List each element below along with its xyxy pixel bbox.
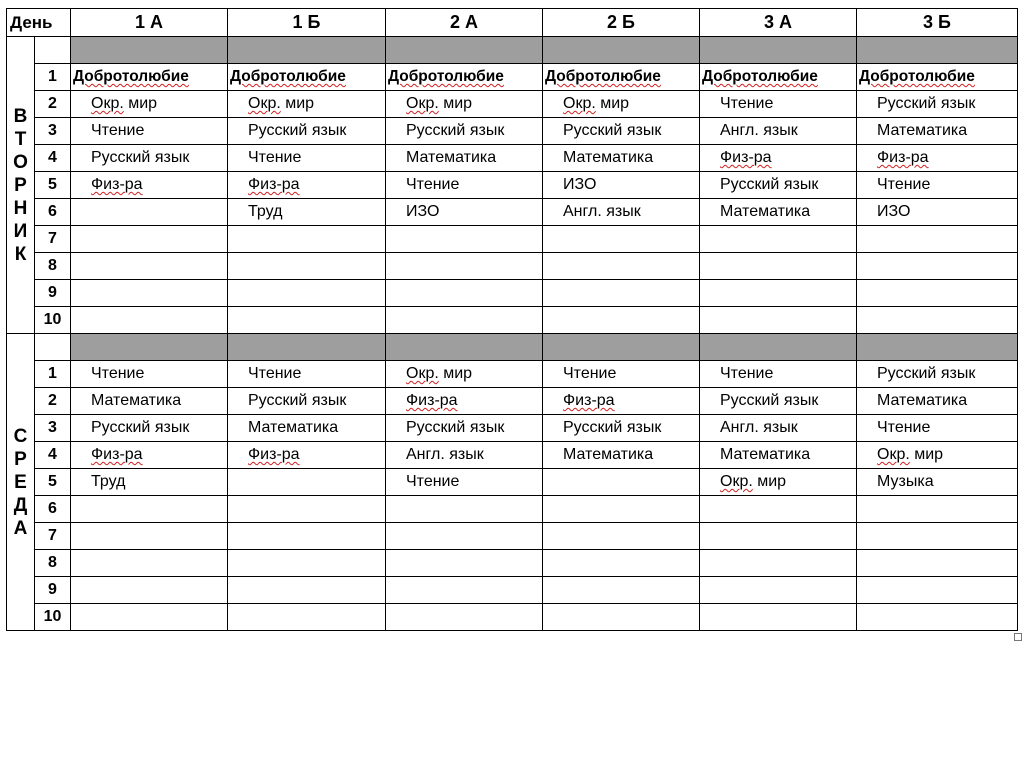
lesson-row <box>7 604 1018 631</box>
spellcheck-marked-word: Окр. <box>91 95 124 112</box>
subject-cell: ИЗО <box>857 199 1018 226</box>
subject-cell <box>857 577 1018 604</box>
subject-cell: Чтение <box>228 361 386 388</box>
subject-cell: Труд <box>228 199 386 226</box>
subject-cell: Окр. мир <box>228 91 386 118</box>
spellcheck-marked-word: Окр. <box>877 446 910 463</box>
subject-cell <box>71 442 228 469</box>
subject-cell: Чтение <box>71 118 228 145</box>
class-header: 1 Б <box>228 9 386 37</box>
schedule-body <box>7 37 1018 631</box>
spellcheck-marked-word: Физ-ра <box>91 176 143 193</box>
subject-cell <box>700 64 857 91</box>
subject-cell <box>543 496 700 523</box>
lesson-number: 1 <box>35 64 71 91</box>
subject-cell <box>543 280 700 307</box>
subject-cell: Математика <box>857 118 1018 145</box>
subject-cell <box>700 226 857 253</box>
lesson-row <box>7 415 1018 442</box>
subject-cell: Окр. мир <box>386 91 543 118</box>
subject-cell: Математика <box>700 199 857 226</box>
subject-cell <box>543 550 700 577</box>
subject-cell: Окр. мир <box>543 91 700 118</box>
subject-cell <box>386 577 543 604</box>
grey-spacer-cell <box>228 334 386 361</box>
lesson-number: 8 <box>35 253 71 280</box>
lesson-row <box>7 496 1018 523</box>
subject-cell <box>857 496 1018 523</box>
subject-cell <box>386 307 543 334</box>
day-separator-row <box>7 334 1018 361</box>
lesson-row <box>7 64 1018 91</box>
subject-cell: Русский язык <box>71 415 228 442</box>
grey-spacer-cell <box>228 37 386 64</box>
subject-cell: Чтение <box>71 361 228 388</box>
subject-cell <box>71 496 228 523</box>
lesson-row <box>7 91 1018 118</box>
subject-cell <box>71 253 228 280</box>
lesson-number: 9 <box>35 577 71 604</box>
subject-cell: Чтение <box>386 469 543 496</box>
spellcheck-marked-word: Физ-ра <box>248 176 300 193</box>
subject-cell: Англ. язык <box>700 415 857 442</box>
day-header: День <box>7 9 71 37</box>
subject-cell <box>386 226 543 253</box>
lesson-number: 1 <box>35 361 71 388</box>
lesson-row <box>7 145 1018 172</box>
subject-cell: Чтение <box>857 415 1018 442</box>
subject-cell <box>857 307 1018 334</box>
subject-cell: Русский язык <box>228 118 386 145</box>
subject-cell <box>386 550 543 577</box>
subject-cell: Математика <box>700 442 857 469</box>
spellcheck-marked-word: Окр. <box>720 473 753 490</box>
grey-spacer-cell <box>386 37 543 64</box>
subject-cell <box>228 523 386 550</box>
day-name-2 <box>7 334 35 631</box>
subject-cell: Чтение <box>700 91 857 118</box>
subject-cell <box>228 226 386 253</box>
subject-cell: Чтение <box>857 172 1018 199</box>
lesson-number: 2 <box>35 91 71 118</box>
grey-spacer-cell <box>71 37 228 64</box>
subject-cell <box>71 226 228 253</box>
spellcheck-marked-word: Физ-ра <box>563 392 615 409</box>
subject-cell <box>71 64 228 91</box>
lesson-row <box>7 199 1018 226</box>
subject-cell: Чтение <box>386 172 543 199</box>
grey-spacer-cell <box>71 334 228 361</box>
grey-spacer-cell <box>700 37 857 64</box>
subject-cell <box>386 280 543 307</box>
spellcheck-marked-word: Физ-ра <box>877 149 929 166</box>
subject-cell <box>700 523 857 550</box>
subject-cell <box>700 145 857 172</box>
lesson-number: 7 <box>35 226 71 253</box>
subject-cell <box>71 172 228 199</box>
subject-cell <box>857 280 1018 307</box>
class-header: 3 А <box>700 9 857 37</box>
subject-cell <box>71 199 228 226</box>
subject-cell <box>543 307 700 334</box>
subject-cell <box>71 280 228 307</box>
subject-cell <box>386 523 543 550</box>
subject-cell: Русский язык <box>857 91 1018 118</box>
day-letter: Е <box>14 471 27 493</box>
spellcheck-marked-word: Физ-ра <box>248 446 300 463</box>
subject-cell <box>71 604 228 631</box>
spellcheck-marked-word: Добротолюбие <box>859 68 975 85</box>
subject-cell: ИЗО <box>543 172 700 199</box>
subject-cell <box>386 388 543 415</box>
subject-cell <box>857 145 1018 172</box>
subject-cell: Русский язык <box>857 361 1018 388</box>
lesson-row <box>7 226 1018 253</box>
subject-cell <box>543 523 700 550</box>
day-letter: К <box>14 243 27 265</box>
subject-cell: Математика <box>543 145 700 172</box>
grey-spacer-cell <box>543 37 700 64</box>
subject-cell: Математика <box>228 415 386 442</box>
lesson-row <box>7 361 1018 388</box>
subject-cell: Русский язык <box>543 415 700 442</box>
lesson-number: 9 <box>35 280 71 307</box>
day-letter: Т <box>14 128 27 150</box>
day-letter: А <box>13 517 28 539</box>
subject-cell <box>386 604 543 631</box>
subject-cell <box>71 307 228 334</box>
lesson-row <box>7 442 1018 469</box>
lesson-row <box>7 577 1018 604</box>
lesson-number-spacer <box>35 334 71 361</box>
spellcheck-marked-word: Окр. <box>248 95 281 112</box>
spellcheck-marked-word: Окр. <box>563 95 596 112</box>
lesson-row <box>7 388 1018 415</box>
day-letter: С <box>13 425 28 447</box>
subject-cell: Русский язык <box>228 388 386 415</box>
subject-cell: Чтение <box>228 145 386 172</box>
subject-cell: Англ. язык <box>386 442 543 469</box>
day-letter: Р <box>14 174 27 196</box>
day-letter: В <box>13 105 28 127</box>
lesson-number: 4 <box>35 442 71 469</box>
class-header: 2 Б <box>543 9 700 37</box>
subject-cell <box>543 604 700 631</box>
grey-spacer-cell <box>386 334 543 361</box>
subject-cell: Математика <box>543 442 700 469</box>
subject-cell <box>228 253 386 280</box>
day-separator-row <box>7 37 1018 64</box>
subject-cell: Математика <box>857 388 1018 415</box>
lesson-row <box>7 172 1018 199</box>
subject-cell <box>857 226 1018 253</box>
subject-cell <box>857 523 1018 550</box>
subject-cell <box>543 253 700 280</box>
day-letter: О <box>13 151 28 173</box>
grey-spacer-cell <box>857 37 1018 64</box>
subject-cell: Англ. язык <box>700 118 857 145</box>
header-row <box>7 9 1018 37</box>
subject-cell <box>228 577 386 604</box>
lesson-number: 5 <box>35 172 71 199</box>
spellcheck-marked-word: Добротолюбие <box>702 68 818 85</box>
schedule-table <box>6 8 1018 631</box>
subject-cell <box>700 550 857 577</box>
lesson-number: 4 <box>35 145 71 172</box>
subject-cell: Русский язык <box>543 118 700 145</box>
subject-cell: Окр. мир <box>700 469 857 496</box>
lesson-number: 8 <box>35 550 71 577</box>
subject-cell <box>700 496 857 523</box>
subject-cell <box>857 64 1018 91</box>
spellcheck-marked-word: Окр. <box>406 365 439 382</box>
subject-cell: Математика <box>386 145 543 172</box>
lesson-row <box>7 307 1018 334</box>
subject-cell <box>543 388 700 415</box>
lesson-number: 2 <box>35 388 71 415</box>
lesson-number: 3 <box>35 118 71 145</box>
subject-cell: Чтение <box>543 361 700 388</box>
lesson-row <box>7 280 1018 307</box>
subject-cell: Окр. мир <box>386 361 543 388</box>
subject-cell <box>228 172 386 199</box>
subject-cell <box>857 550 1018 577</box>
lesson-number: 10 <box>35 604 71 631</box>
day-letter: Н <box>13 197 28 219</box>
day-letter: И <box>13 220 28 242</box>
subject-cell: Русский язык <box>386 118 543 145</box>
subject-cell <box>228 496 386 523</box>
subject-cell <box>228 550 386 577</box>
subject-cell: ИЗО <box>386 199 543 226</box>
day-letter: Д <box>13 494 28 516</box>
spellcheck-marked-word: Добротолюбие <box>230 68 346 85</box>
subject-cell: Музыка <box>857 469 1018 496</box>
subject-cell <box>700 253 857 280</box>
grey-spacer-cell <box>857 334 1018 361</box>
lesson-row <box>7 469 1018 496</box>
subject-cell: Русский язык <box>700 388 857 415</box>
subject-cell <box>228 64 386 91</box>
subject-cell: Математика <box>71 388 228 415</box>
spellcheck-marked-word: Добротолюбие <box>73 68 189 85</box>
lesson-number: 7 <box>35 523 71 550</box>
spellcheck-marked-word: Физ-ра <box>91 446 143 463</box>
lesson-number-spacer <box>35 37 71 64</box>
lesson-number: 5 <box>35 469 71 496</box>
subject-cell: Русский язык <box>386 415 543 442</box>
class-header: 3 Б <box>857 9 1018 37</box>
subject-cell <box>700 577 857 604</box>
subject-cell <box>228 442 386 469</box>
spellcheck-marked-word: Добротолюбие <box>545 68 661 85</box>
subject-cell <box>386 496 543 523</box>
subject-cell <box>71 523 228 550</box>
subject-cell: Труд <box>71 469 228 496</box>
subject-cell <box>386 253 543 280</box>
subject-cell: Окр. мир <box>857 442 1018 469</box>
subject-cell <box>228 469 386 496</box>
spellcheck-marked-word: Добротолюбие <box>388 68 504 85</box>
subject-cell <box>228 280 386 307</box>
day-name-1 <box>7 37 35 334</box>
subject-cell <box>71 550 228 577</box>
subject-cell <box>386 64 543 91</box>
subject-cell <box>857 253 1018 280</box>
subject-cell <box>543 64 700 91</box>
subject-cell: Русский язык <box>71 145 228 172</box>
subject-cell <box>700 280 857 307</box>
subject-cell <box>228 307 386 334</box>
subject-cell <box>857 604 1018 631</box>
subject-cell <box>543 469 700 496</box>
subject-cell: Чтение <box>700 361 857 388</box>
lesson-row <box>7 550 1018 577</box>
grey-spacer-cell <box>543 334 700 361</box>
subject-cell: Окр. мир <box>71 91 228 118</box>
day-letter: Р <box>14 448 27 470</box>
subject-cell <box>543 577 700 604</box>
class-header: 1 А <box>71 9 228 37</box>
grey-spacer-cell <box>700 334 857 361</box>
class-header: 2 А <box>386 9 543 37</box>
spellcheck-marked-word: Окр. <box>406 95 439 112</box>
subject-cell <box>700 307 857 334</box>
lesson-row <box>7 118 1018 145</box>
subject-cell <box>228 604 386 631</box>
lesson-number: 10 <box>35 307 71 334</box>
lesson-row <box>7 523 1018 550</box>
table-resize-handle[interactable] <box>1014 633 1022 641</box>
subject-cell: Англ. язык <box>543 199 700 226</box>
lesson-number: 3 <box>35 415 71 442</box>
lesson-number: 6 <box>35 199 71 226</box>
subject-cell <box>543 226 700 253</box>
spellcheck-marked-word: Физ-ра <box>406 392 458 409</box>
lesson-number: 6 <box>35 496 71 523</box>
spellcheck-marked-word: Физ-ра <box>720 149 772 166</box>
subject-cell <box>700 604 857 631</box>
subject-cell: Русский язык <box>700 172 857 199</box>
subject-cell <box>71 577 228 604</box>
lesson-row <box>7 253 1018 280</box>
